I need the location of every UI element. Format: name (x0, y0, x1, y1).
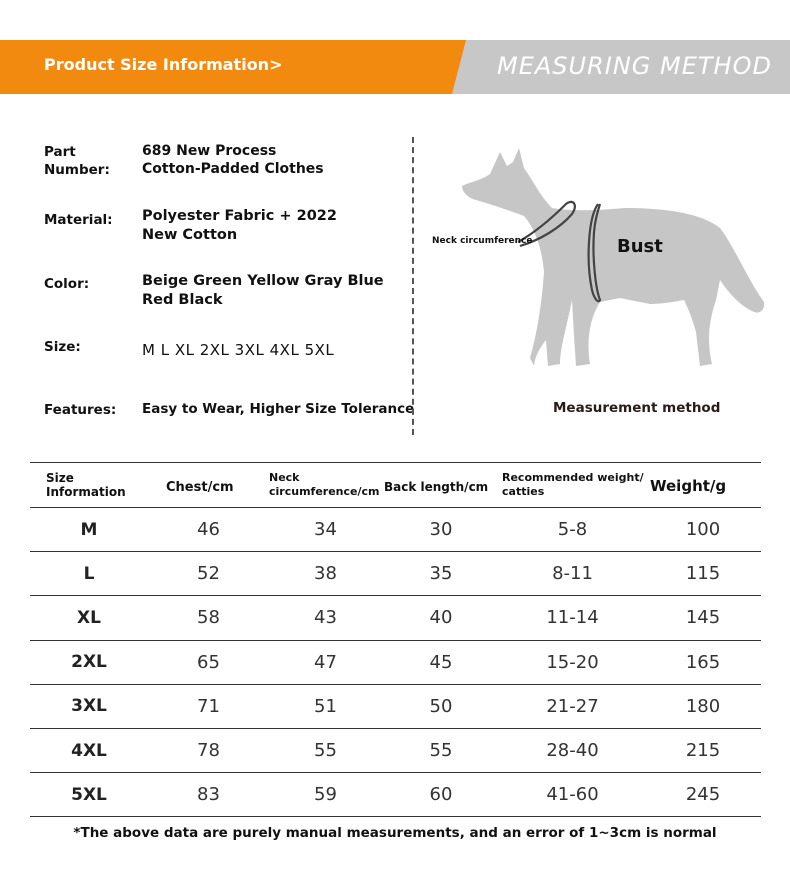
measuring-method-title: MEASURING METHOD (497, 52, 772, 80)
table-cell-back: 35 (382, 552, 500, 596)
header-back (382, 463, 500, 508)
header-chest-text: Chest/cm (166, 479, 234, 495)
bust-label: Bust (617, 236, 663, 257)
size-table-wrapper (30, 462, 761, 817)
table-cell-recommended-weight: 11-14 (500, 596, 645, 640)
table-row (30, 596, 761, 640)
footnote: *The above data are purely manual measurements, and an error of 1~3cm is normal (73, 825, 717, 841)
features-value: Easy to Wear, Higher Size Tolerance (142, 401, 415, 417)
product-size-title: Product Size Information> (44, 55, 283, 74)
table-cell-back: 45 (382, 640, 500, 684)
part-number-value: 689 New Process Cotton-Padded Clothes (142, 143, 324, 177)
table-cell-neck: 51 (269, 684, 382, 728)
table-header-row (30, 463, 761, 508)
part-number-label: Part Number: (44, 144, 110, 178)
table-cell-weight: 100 (645, 508, 761, 552)
table-cell-size: 5XL (30, 773, 148, 817)
neck-circumference-label: Neck circumference (432, 236, 533, 246)
header-weight (645, 463, 761, 508)
table-cell-weight: 115 (645, 552, 761, 596)
table-cell-recommended-weight: 41-60 (500, 773, 645, 817)
size-label: Size: (44, 339, 81, 355)
table-cell-neck: 59 (269, 773, 382, 817)
table-cell-weight: 245 (645, 773, 761, 817)
table-cell-back: 50 (382, 684, 500, 728)
features-label: Features: (44, 402, 117, 418)
table-cell-back: 30 (382, 508, 500, 552)
size-table (30, 462, 761, 817)
table-cell-chest: 83 (148, 773, 269, 817)
table-cell-size: L (30, 552, 148, 596)
header-recommended-weight-text: Recommended weight/ catties (502, 471, 644, 498)
table-cell-chest: 65 (148, 640, 269, 684)
table-cell-neck: 34 (269, 508, 382, 552)
header-weight-text: Weight/g (650, 476, 727, 495)
table-cell-chest: 46 (148, 508, 269, 552)
table-cell-size: XL (30, 596, 148, 640)
header-neck (269, 463, 382, 508)
table-cell-size: 4XL (30, 728, 148, 772)
table-row (30, 773, 761, 817)
table-cell-neck: 47 (269, 640, 382, 684)
table-cell-recommended-weight: 28-40 (500, 728, 645, 772)
header-chest (148, 463, 269, 508)
table-cell-back: 40 (382, 596, 500, 640)
table-cell-size: M (30, 508, 148, 552)
dog-silhouette-icon (425, 140, 775, 380)
table-row (30, 640, 761, 684)
table-cell-neck: 55 (269, 728, 382, 772)
table-cell-weight: 165 (645, 640, 761, 684)
table-row (30, 728, 761, 772)
table-cell-neck: 38 (269, 552, 382, 596)
color-value: Beige Green Yellow Gray Blue Red Black (142, 273, 384, 308)
table-row (30, 684, 761, 728)
table-cell-weight: 215 (645, 728, 761, 772)
table-cell-chest: 71 (148, 684, 269, 728)
table-cell-size: 2XL (30, 640, 148, 684)
table-cell-recommended-weight: 5-8 (500, 508, 645, 552)
table-cell-back: 55 (382, 728, 500, 772)
table-cell-back: 60 (382, 773, 500, 817)
header-neck-text: Neck circumference/cm (269, 471, 380, 498)
header-size-text: Size Information (46, 471, 126, 499)
material-value: Polyester Fabric + 2022 New Cotton (142, 208, 337, 243)
color-label: Color: (44, 276, 90, 292)
header-size (30, 463, 148, 508)
table-row (30, 508, 761, 552)
material-label: Material: (44, 212, 113, 228)
table-cell-weight: 180 (645, 684, 761, 728)
dashed-divider (412, 137, 414, 435)
table-cell-neck: 43 (269, 596, 382, 640)
table-cell-size: 3XL (30, 684, 148, 728)
size-value: M L XL 2XL 3XL 4XL 5XL (142, 341, 335, 359)
table-cell-recommended-weight: 21-27 (500, 684, 645, 728)
header-recommended-weight (500, 463, 645, 508)
table-cell-weight: 145 (645, 596, 761, 640)
header-back-text: Back length/cm (384, 479, 489, 494)
table-row (30, 552, 761, 596)
table-cell-chest: 52 (148, 552, 269, 596)
table-cell-chest: 78 (148, 728, 269, 772)
table-cell-recommended-weight: 8-11 (500, 552, 645, 596)
measurement-method-caption: Measurement method (553, 400, 721, 416)
table-cell-recommended-weight: 15-20 (500, 640, 645, 684)
table-cell-chest: 58 (148, 596, 269, 640)
